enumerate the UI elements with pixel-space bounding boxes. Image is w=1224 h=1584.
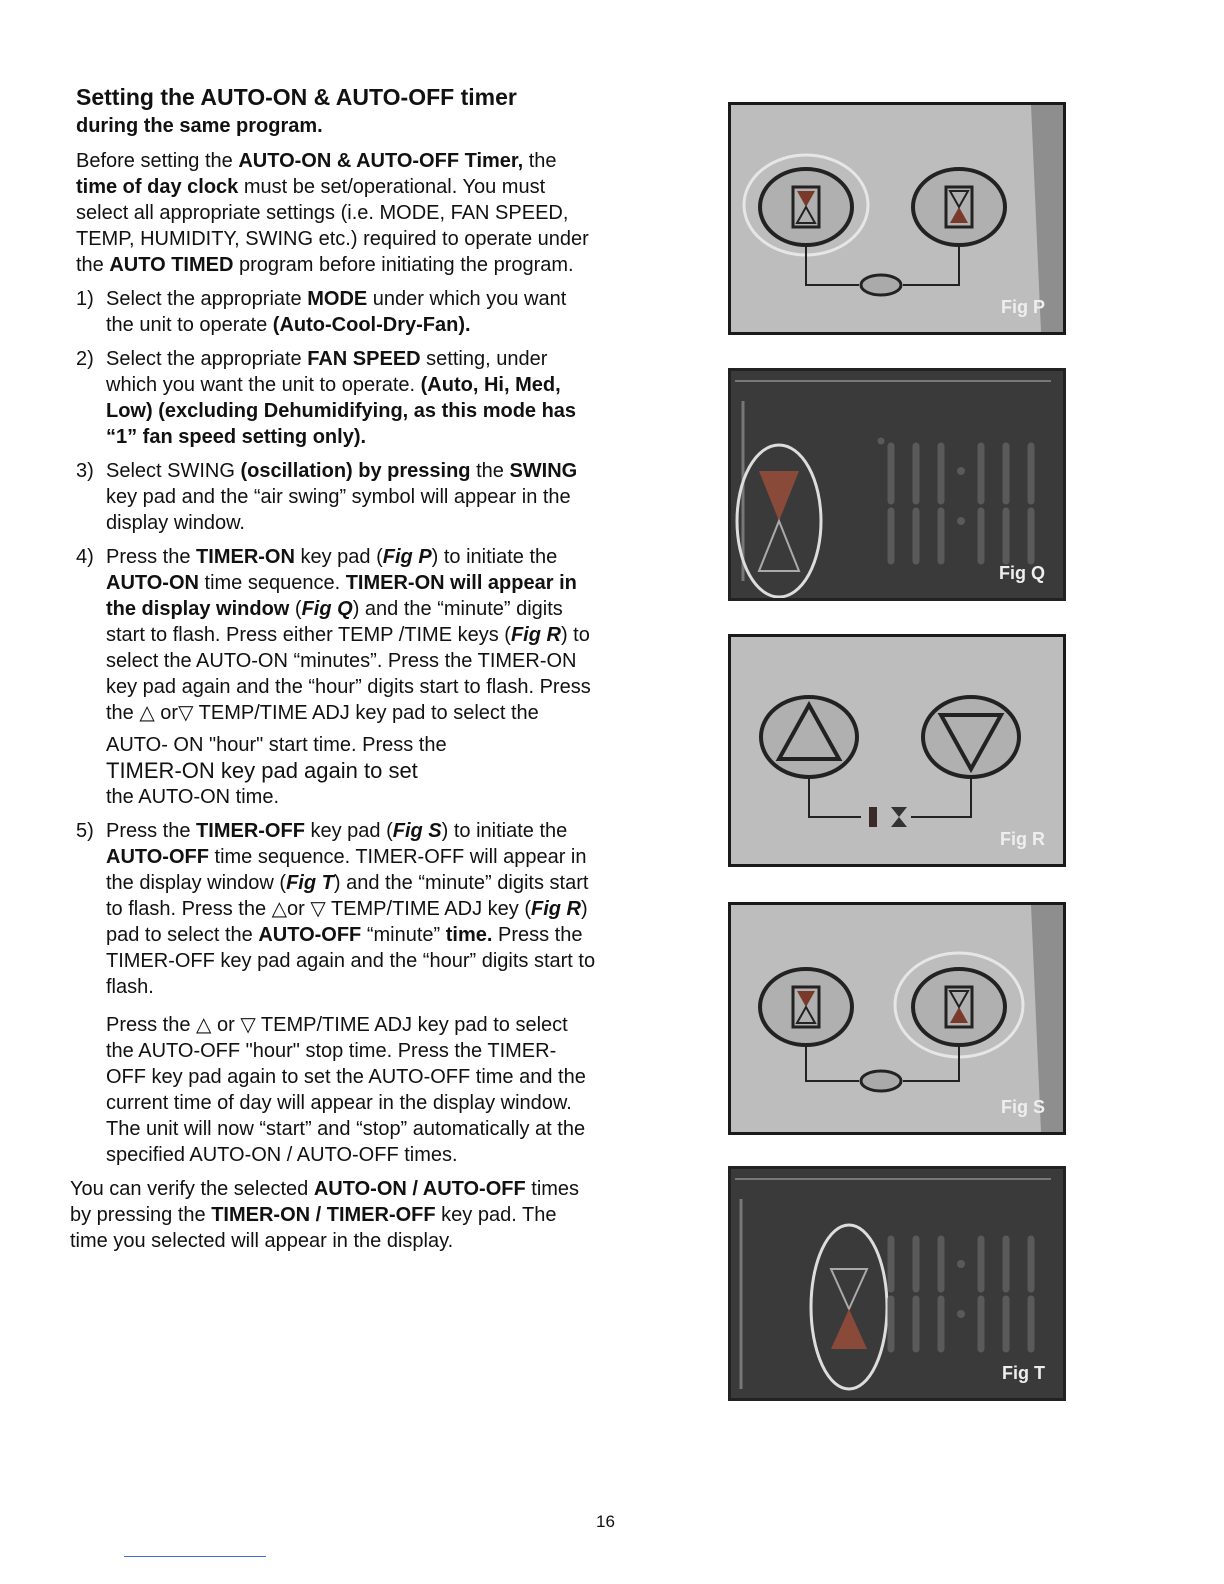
down-triangle-icon: ▽ xyxy=(178,702,194,724)
figure-p xyxy=(728,102,1066,335)
figure-s-label: Fig S xyxy=(1001,1097,1045,1117)
figure-p-label: Fig P xyxy=(1001,297,1045,317)
step-1: 1) Select the appropriate MODE under which you want the unit to operate (Auto-Cool-Dry-Fan). xyxy=(76,288,567,336)
page-number: 16 xyxy=(596,1512,615,1531)
up-triangle-icon: △ xyxy=(271,898,288,920)
figure-s xyxy=(728,902,1066,1135)
figure-r-label: Fig R xyxy=(1000,829,1045,849)
figure-r xyxy=(728,634,1066,867)
up-triangle-icon: △ xyxy=(196,1014,212,1036)
section-title: Setting the AUTO-ON & AUTO-OFF timer xyxy=(76,84,517,110)
intro-paragraph: Before setting the AUTO-ON & AUTO-OFF Timer, the time of day clock must be set/operational. You must select all appropriate settings (i.e. MODE, FAN SPEED, TEMP, HUMIDITY, SWING etc.) required to operate under the AUTO TIMED program before initiating the program. xyxy=(76,150,589,276)
down-triangle-icon: ▽ xyxy=(310,898,326,920)
section-subtitle: during the same program. xyxy=(76,115,323,137)
figure-t xyxy=(728,1166,1066,1401)
down-triangle-icon: ▽ xyxy=(240,1014,256,1036)
step-2: 2) Select the appropriate FAN SPEED setting, under which you want the unit to operate. (Auto, Hi, Med, Low) (excluding Dehumidifying, as this mode has “1” fan speed setting only). xyxy=(76,348,577,448)
figure-q xyxy=(728,368,1066,601)
step-3: 3) Select SWING (oscillation) by pressing the SWING key pad and the “air swing” symbol will appear in the display window. xyxy=(76,460,578,534)
closing-paragraph: You can verify the selected AUTO-ON / AUTO-OFF times by pressing the TIMER-ON / TIMER-OFF key pad. The time you selected will appear in the display. xyxy=(70,1178,580,1252)
figure-t-label: Fig T xyxy=(1002,1363,1045,1383)
step-5: 5) Press the TIMER-OFF key pad (Fig S) to initiate the AUTO-OFF time sequence. TIMER-OFF will appear in the display window (Fig T) and the “minute” digits start to flash. Press the △or ▽ TEMP/TIME ADJ key (Fig R) pad to select the AUTO-OFF “minute” time. Press the TIMER-OFF key pad again and the “hour” digits start to flash. Press the △ or ▽ TEMP/TIME ADJ key pad to select the AUTO-OFF "hour" stop time. Press the TIMER-OFF key pad again to set the AUTO-OFF time and the current time of day will appear in the display window. The unit will now “start” and “stop” automatically at the specified AUTO-ON / AUTO-OFF times. xyxy=(76,820,596,1166)
figure-q-label: Fig Q xyxy=(999,563,1045,583)
text-column xyxy=(70,82,596,1262)
footer-divider xyxy=(124,1556,266,1557)
up-triangle-icon: △ xyxy=(139,702,155,724)
step-4: 4) Press the TIMER-ON key pad (Fig P) to initiate the AUTO-ON time sequence. TIMER-ON will appear in the display window (Fig Q) and the “minute” digits start to flash. Press either TEMP /TIME keys (Fig R) to select the AUTO-ON “minutes”. Press the TIMER-ON key pad again and the “hour” digits start to flash. Press the △ or▽ TEMP/TIME ADJ key pad to select the AUTO- ON "hour" start time. Press the TIMER-ON key pad again to set the AUTO-ON time. xyxy=(76,546,591,808)
